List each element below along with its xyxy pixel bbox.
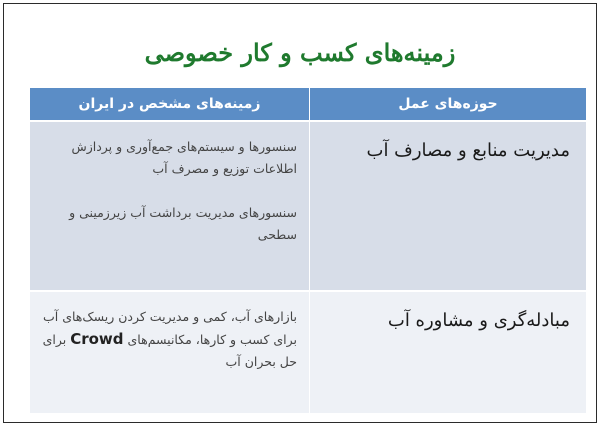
row-1-detail-1: سنسورها و سیستم‌های جمع‌آوری و پردازش اطلاعات توزیع و مصرف آب	[71, 139, 297, 176]
business-areas-table	[30, 88, 586, 413]
row-2-detail	[42, 306, 297, 373]
row-2-domain-cell	[310, 290, 586, 413]
slide-title: زمینه‌های کسب و کار خصوصی	[144, 38, 456, 67]
row-2-detail-before: بازارهای آب، کمی و مدیریت کردن ریسک‌های آب برای کسب و کارها، مکانیسم‌های	[43, 309, 297, 347]
row-1-domain-cell	[310, 120, 586, 290]
row-2-detail-crowd: Crowd	[70, 330, 124, 348]
row-1-domain: مدیریت منابع و مصارف آب	[366, 140, 570, 161]
row-2-details	[30, 290, 310, 413]
row-2-domain: مبادله‌گری و مشاوره آب	[387, 310, 570, 331]
row-1-detail-2: سنسورهای مدیریت برداشت آب زیرزمینی و سطحی	[69, 205, 297, 242]
row-2-detail-after: برای حل بحران آب	[42, 332, 297, 369]
slide	[3, 3, 597, 423]
header-action-domains: حوزه‌های عمل	[310, 88, 586, 120]
header-specific-areas: زمینه‌های مشخص در ایران	[30, 88, 310, 120]
row-1-details	[30, 120, 310, 290]
